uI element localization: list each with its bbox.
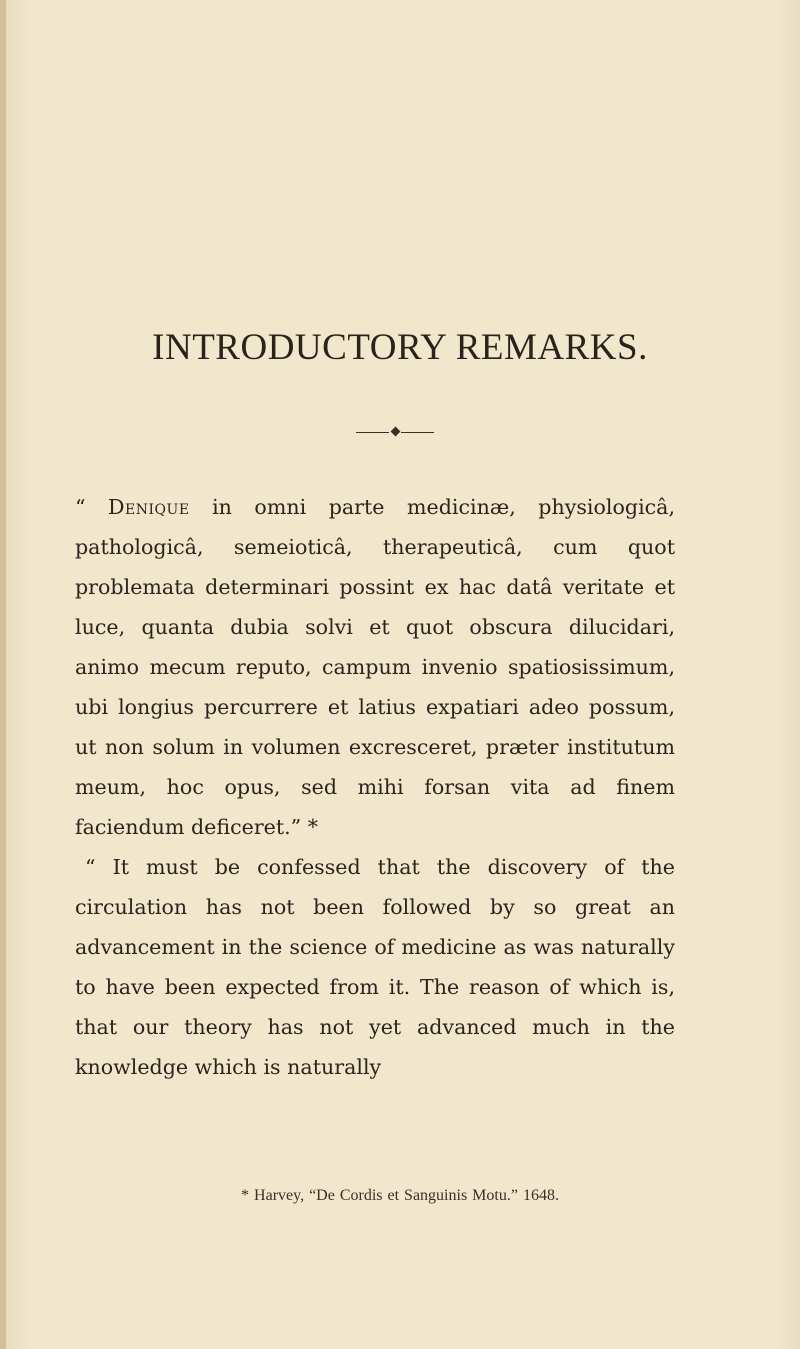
- page-edge: [0, 0, 6, 1349]
- body-text: [75, 487, 675, 1087]
- lead-word: Denique: [108, 495, 190, 519]
- diamond-ornament-icon: [391, 427, 401, 437]
- rule-line-right: [401, 432, 434, 433]
- latin-quotation-paragraph: [75, 487, 675, 847]
- page-title: INTRODUCTORY REMARKS.: [152, 327, 648, 368]
- footnote: * Harvey, “De Cordis et Sanguinis Motu.” 1648.: [241, 1187, 559, 1204]
- english-quotation-paragraph: “ It must be confessed that the discovery of the circulation has not been followed by so great an advancement in the science of medicine as was naturally to have been expected from it. The reason of which is, that our theory has not yet advanced much in the knowledge which is naturally: [75, 855, 675, 1079]
- latin-quotation-text: in omni parte medicinæ, physiologicâ, pathologicâ, semeioticâ, therapeuticâ, cum quot problemata determinari possint ex hac datâ veritate et luce, quanta dubia solvi et quot obscura dilucidari, animo mecum reputo, campum invenio spatiosissimum, ubi longius percurrere et latius expatiari adeo possum, ut non solum in volumen excresceret, præter institutum meum, hoc opus, sed mihi forsan vita ad finem faciendum deficeret.” *: [75, 495, 676, 839]
- open-quote: “: [75, 495, 109, 519]
- rule-line-left: [356, 432, 389, 433]
- ornamental-rule: [356, 425, 434, 441]
